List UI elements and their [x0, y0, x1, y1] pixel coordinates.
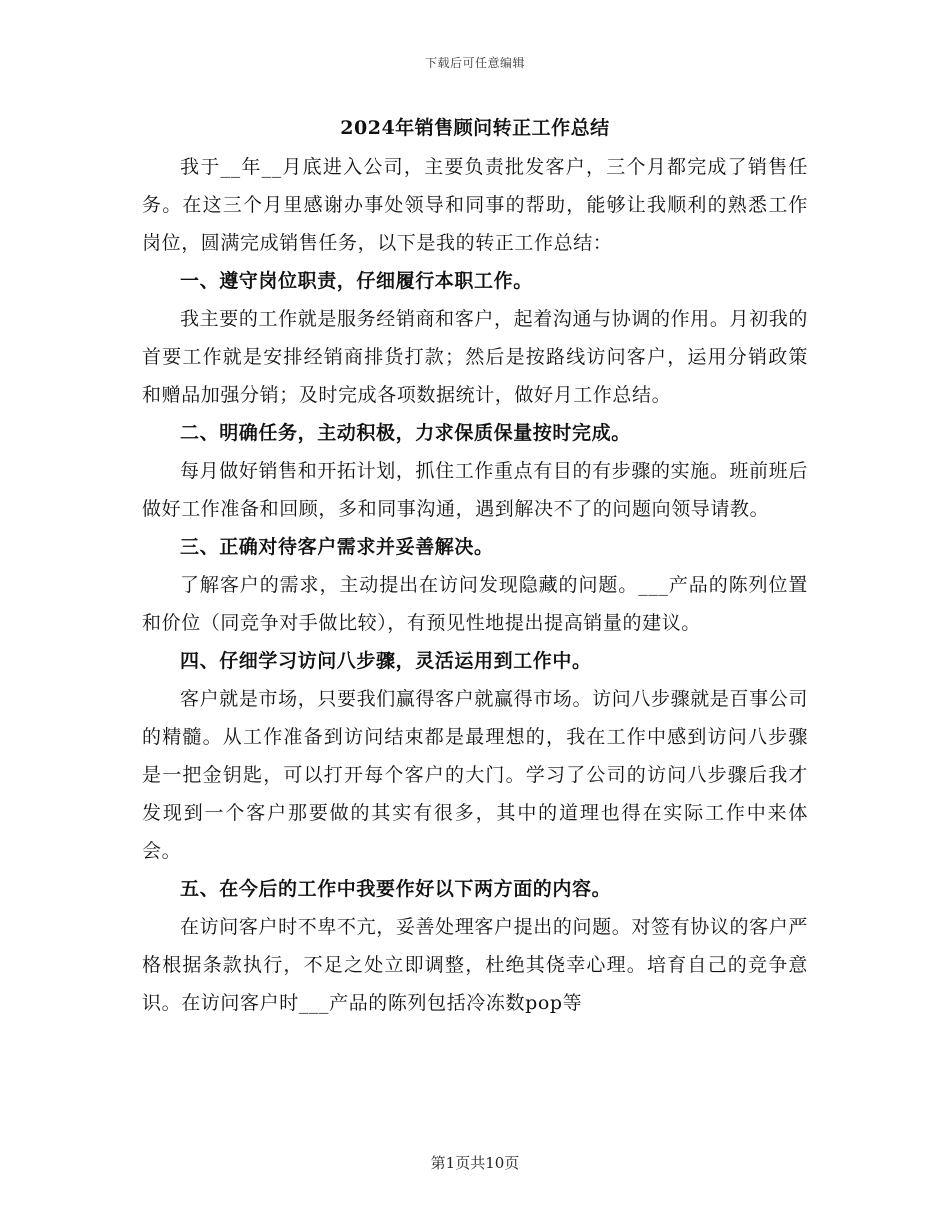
paragraph-section-4: 客户就是市场，只要我们赢得客户就赢得市场。访问八步骤就是百事公司的精髓。从工作准备到访问结束都是最理想的，我在工作中感到访问八步骤是一把金钥匙，可以打开每个客户的大门。学习了公司的访问八步骤后我才发现到一个客户那要做的其实有很多，其中的道理也得在实际工作中来体会。	[142, 688, 808, 862]
page-header-note: 下载后可任意编辑	[424, 56, 525, 70]
document-body	[142, 110, 808, 1022]
section-heading-2: 二、明确任务，主动积极，力求保质保量按时完成。	[180, 422, 631, 444]
section-heading-5: 五、在今后的工作中我要作好以下两方面的内容。	[180, 878, 612, 900]
section-heading-1: 一、遵守岗位职责，仔细履行本职工作。	[180, 270, 533, 292]
paragraph-section-5: 在访问客户时不卑不亢，妥善处理客户提出的问题。对签有协议的客户严格根据条款执行，不足之处立即调整，杜绝其侥幸心理。培育自己的竞争意识。在访问客户时___产品的陈列包括冷冻数pop等	[142, 916, 808, 1014]
section-heading-3: 三、正确对待客户需求并妥善解决。	[180, 536, 494, 558]
paragraph-intro: 我于__年__月底进入公司，主要负责批发客户，三个月都完成了销售任务。在这三个月里感谢办事处领导和同事的帮助，能够让我顺利的熟悉工作岗位，圆满完成销售任务，以下是我的转正工作总结：	[142, 156, 808, 254]
paragraph-section-3: 了解客户的需求，主动提出在访问发现隐藏的问题。___产品的陈列位置和价位（同竞争对手做比较），有预见性地提出提高销量的建议。	[142, 574, 808, 634]
paragraph-section-1: 我主要的工作就是服务经销商和客户，起着沟通与协调的作用。月初我的首要工作就是安排经销商排货打款；然后是按路线访问客户，运用分销政策和赠品加强分销；及时完成各项数据统计，做好月工作总结。	[142, 308, 808, 406]
page-number-footer: 第1页共10页	[430, 1154, 520, 1172]
paragraph-section-2: 每月做好销售和开拓计划，抓住工作重点有目的有步骤的实施。班前班后做好工作准备和回顾，多和同事沟通，遇到解决不了的问题向领导请教。	[142, 460, 808, 520]
document-title: 2024年销售顾问转正工作总结	[340, 117, 610, 139]
section-heading-4: 四、仔细学习访问八步骤，灵活运用到工作中。	[180, 650, 592, 672]
